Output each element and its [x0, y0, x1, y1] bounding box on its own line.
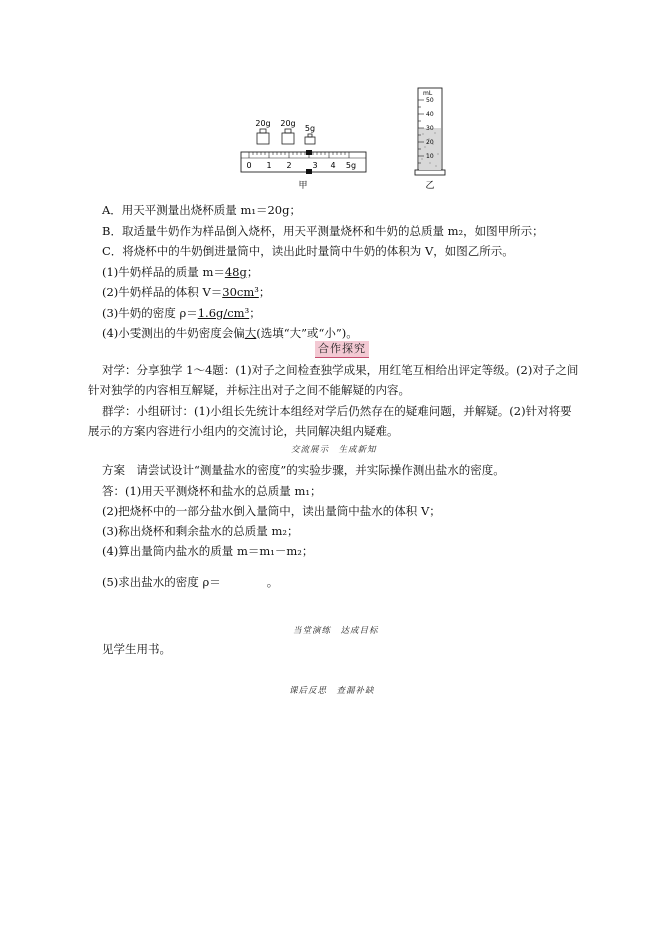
rider-marker	[306, 150, 312, 155]
svg-text:0: 0	[246, 161, 252, 170]
svg-text:40: 40	[426, 111, 434, 118]
svg-text:20: 20	[426, 139, 434, 146]
svg-text:mL: mL	[423, 90, 433, 97]
weight-20g-b	[280, 119, 295, 144]
plan-step-2: (2)把烧杯中的一部分盐水倒入量筒中，读出量筒中盐水的体积 V；	[102, 504, 441, 518]
plan-step-3: (3)称出烧杯和剩余盐水的总质量 m₂；	[102, 524, 299, 538]
dui-xue-line1: 对学：分享独学 1～4题：(1)对子之间检查独学成果，用红笔互相给出评定等级。(2)对子之间	[102, 363, 579, 377]
plan-step-1: 答：(1)用天平测烧杯和盐水的总质量 m₁；	[102, 484, 322, 498]
dui-xue-line2: 针对独学的内容相互解疑，并标注出对子之间不能解疑的内容。	[88, 383, 410, 397]
svg-text:30: 30	[426, 125, 434, 132]
qun-xue-line2: 展示的方案内容进行小组内的交流讨论，共同解决組内疑难。	[88, 424, 399, 438]
balance-figure	[236, 114, 371, 194]
see-book-note: 见学生用书。	[102, 642, 171, 656]
step-a: A．用天平测量出烧杯质量 m₁＝20g；	[102, 203, 301, 217]
heading-reflection: 课后反思 查漏补缺	[289, 686, 375, 696]
weight-5g	[305, 124, 315, 144]
answer-q4: (4)小雯测出的牛奶密度会偏大(选填“大”或“小”)。	[102, 326, 358, 340]
svg-text:3: 3	[312, 161, 318, 170]
svg-text:5g: 5g	[345, 161, 357, 170]
svg-text:4: 4	[330, 161, 336, 170]
liquid-level	[419, 128, 441, 170]
cylinder-figure	[405, 84, 455, 194]
figure-caption-yi: 乙	[425, 181, 435, 191]
answer-q1: (1)牛奶样品的质量 m＝48g；	[102, 265, 259, 279]
plan-step-5: (5)求出盐水的密度 ρ＝ 。	[102, 575, 279, 589]
svg-text:2: 2	[286, 161, 292, 170]
step-b: B．取适量牛奶作为样品倒入烧杯，用天平测量烧杯和牛奶的总质量 m₂，如图甲所示；	[102, 224, 544, 238]
plan-step-4: (4)算出量筒内盐水的质量 m＝m₁－m₂；	[102, 544, 314, 558]
section-badge-cooperation: 合作探究	[315, 341, 369, 358]
svg-text:50: 50	[426, 97, 434, 104]
svg-text:1: 1	[266, 161, 272, 170]
heading-exchange: 交流展示 生成新知	[291, 445, 377, 455]
figure-caption-jia: 甲	[298, 181, 308, 191]
svg-text:10: 10	[426, 153, 434, 160]
answer-q2: (2)牛奶样品的体积 V＝30cm³；	[102, 285, 271, 299]
heading-practice: 当堂演练 达成目标	[293, 626, 379, 636]
plan-intro: 方案 请尝试设计“测量盐水的密度”的实验步骤，并实际操作测出盐水的密度。	[102, 463, 505, 477]
answer-q3: (3)牛奶的密度 ρ＝1.6g/cm³；	[102, 306, 261, 320]
weight-20g-a	[255, 119, 270, 144]
qun-xue-line1: 群学：小组研讨：(1)小组长先统计本组经对学后仍然存在的疑难问题，并解疑。(2)针对将要	[102, 404, 572, 418]
rider-scale	[241, 150, 366, 174]
svg-text:20g: 20g	[280, 119, 296, 128]
svg-text:5g: 5g	[304, 124, 316, 133]
step-c: C．将烧杯中的牛奶倒进量筒中，读出此时量筒中牛奶的体积为 V，如图乙所示。	[102, 244, 514, 258]
svg-text:20g: 20g	[255, 119, 271, 128]
